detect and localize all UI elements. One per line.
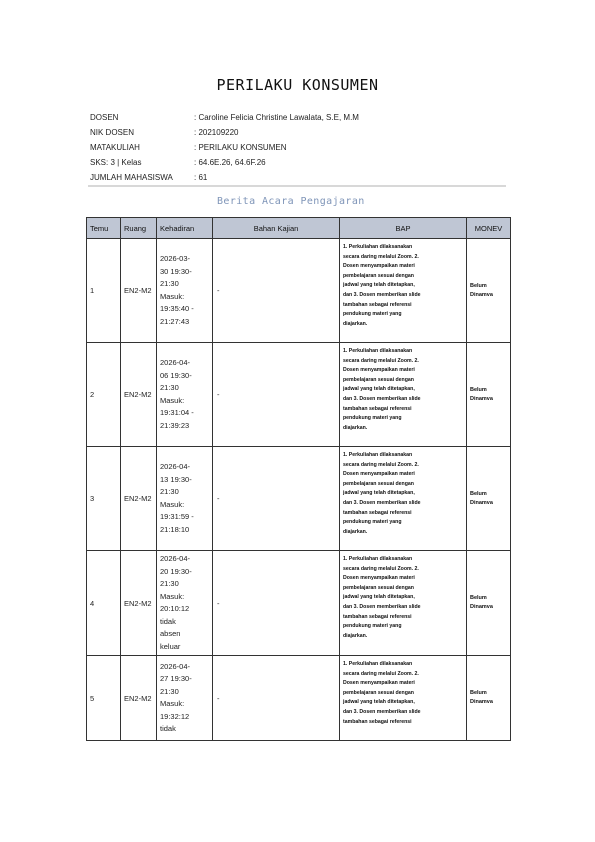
bap-line: tambahan sebagai referensi — [343, 613, 412, 620]
table-row — [87, 343, 511, 447]
kehadiran-line: Masuk: — [160, 591, 185, 601]
bap-line: 1. Perkuliahan dilaksanakan — [343, 556, 413, 562]
bap-line: 1. Perkuliahan dilaksanakan — [343, 661, 413, 667]
header-bahan-kajian: Bahan Kajian — [213, 218, 340, 239]
bap-line: 1. Perkuliahan dilaksanakan — [343, 452, 413, 458]
header-temu: Temu — [87, 218, 121, 239]
bap-line: Dosen menyampaikan materi — [343, 367, 415, 374]
info-key: DOSEN — [90, 113, 119, 122]
bap-line: pendukung materi yang — [343, 415, 402, 422]
kehadiran-line: 13 19:30- — [160, 474, 192, 484]
bap-line: diajarkan. — [343, 424, 368, 431]
bap-line: dan 3. Dosen memberikan slide — [343, 603, 421, 610]
monev-line: Belum — [470, 490, 487, 497]
kehadiran-line: 06 19:30- — [160, 370, 192, 380]
header-monev: MONEV — [467, 218, 511, 239]
info-row — [90, 170, 359, 185]
kehadiran-line: 21:30 — [160, 686, 179, 696]
bap-line: secara daring melalui Zoom. 2. — [343, 253, 419, 260]
bap-line: pembelajaran sesuai dengan — [343, 272, 414, 279]
bap-line: jadwal yang telah ditetapkan, — [343, 386, 415, 393]
cell-bahan-kajian: - — [213, 656, 340, 741]
monev-line: Belum — [470, 386, 487, 393]
kehadiran-line: 30 19:30- — [160, 266, 192, 276]
cell-ruang: EN2-M2 — [121, 343, 157, 447]
info-value: : 61 — [194, 173, 208, 182]
bap-line: 1. Perkuliahan dilaksanakan — [343, 348, 413, 354]
kehadiran-line: Masuk: — [160, 291, 185, 301]
bap-line: Dosen menyampaikan materi — [343, 263, 415, 270]
bap-line: dan 3. Dosen memberikan slide — [343, 499, 421, 506]
cell-kehadiran — [157, 656, 213, 741]
cell-bap — [340, 239, 467, 343]
divider — [88, 185, 506, 187]
cell-temu: 4 — [87, 551, 121, 656]
kehadiran-line: 20:10:12 — [160, 604, 190, 613]
monev-line: Dinamva — [470, 604, 493, 610]
bap-line: pembelajaran sesuai dengan — [343, 689, 414, 696]
bap-line: tambahan sebagai referensi — [343, 301, 412, 308]
bap-line: tambahan sebagai referensi — [343, 405, 412, 412]
cell-kehadiran — [157, 447, 213, 551]
header-kehadiran: Kehadiran — [157, 218, 213, 239]
kehadiran-line: 19:35:40 - — [160, 304, 194, 313]
monev-line: Dinamva — [470, 395, 493, 402]
cell-monev — [467, 239, 511, 343]
cell-temu: 1 — [87, 239, 121, 343]
cell-ruang: EN2-M2 — [121, 239, 157, 343]
kehadiran-line: 19:32:12 — [160, 711, 190, 721]
kehadiran-line: tidak — [160, 616, 176, 626]
bap-line: dan 3. Dosen memberikan slide — [343, 708, 421, 715]
header-bap: BAP — [340, 218, 467, 239]
kehadiran-line: 20 19:30- — [160, 566, 192, 576]
bap-line: pendukung materi yang — [343, 623, 402, 630]
kehadiran-line: 21:39:23 — [160, 420, 190, 430]
cell-bahan-kajian: - — [213, 551, 340, 656]
kehadiran-line: 21:27:43 — [160, 316, 190, 326]
cell-ruang: EN2-M2 — [121, 447, 157, 551]
cell-bap — [340, 343, 467, 447]
kehadiran-line: 19:31:04 - — [160, 408, 194, 417]
cell-bahan-kajian: - — [213, 343, 340, 447]
cell-monev — [467, 343, 511, 447]
cell-temu: 3 — [87, 447, 121, 551]
kehadiran-line: 2026-04- — [160, 358, 191, 367]
bap-line: diajarkan. — [343, 528, 368, 535]
bap-line: dan 3. Dosen memberikan slide — [343, 291, 421, 298]
kehadiran-line: 21:30 — [160, 579, 179, 588]
teaching-record-table — [86, 217, 511, 741]
bap-line: diajarkan. — [343, 320, 368, 327]
kehadiran-line: Masuk: — [160, 499, 185, 509]
info-row — [90, 155, 359, 170]
info-row — [90, 125, 359, 140]
cell-bahan-kajian: - — [213, 239, 340, 343]
cell-bap — [340, 551, 467, 656]
info-row — [90, 140, 359, 155]
table-row — [87, 656, 511, 741]
bap-line: jadwal yang telah ditetapkan, — [343, 282, 415, 289]
cell-kehadiran — [157, 551, 213, 656]
bap-line: jadwal yang telah ditetapkan, — [343, 490, 415, 497]
cell-monev — [467, 656, 511, 741]
cell-temu: 2 — [87, 343, 121, 447]
bap-line: pembelajaran sesuai dengan — [343, 376, 414, 383]
bap-line: jadwal yang telah ditetapkan, — [343, 594, 415, 601]
kehadiran-line: 21:30 — [160, 279, 179, 288]
bap-line: secara daring melalui Zoom. 2. — [343, 565, 419, 572]
course-info — [90, 110, 359, 185]
info-row — [90, 110, 359, 125]
cell-temu: 5 — [87, 656, 121, 741]
bap-line: tambahan sebagai referensi — [343, 718, 412, 725]
cell-ruang: EN2-M2 — [121, 656, 157, 741]
cell-ruang: EN2-M2 — [121, 551, 157, 656]
cell-bap — [340, 656, 467, 741]
bap-line: pembelajaran sesuai dengan — [343, 480, 414, 487]
section-title: Berita Acara Pengajaran — [217, 196, 365, 207]
info-value: : 202109220 — [194, 128, 239, 137]
kehadiran-line: 21:30 — [160, 487, 179, 496]
kehadiran-line: 27 19:30- — [160, 674, 192, 683]
monev-line: Belum — [470, 595, 487, 601]
bap-line: secara daring melalui Zoom. 2. — [343, 461, 419, 468]
monev-line: Dinamva — [470, 499, 493, 506]
info-key: JUMLAH MAHASISWA — [90, 173, 173, 182]
table-row — [87, 239, 511, 343]
header-ruang: Ruang — [121, 218, 157, 239]
info-key: MATAKULIAH — [90, 143, 140, 152]
cell-monev — [467, 551, 511, 656]
kehadiran-line: 21:30 — [160, 383, 179, 392]
info-value: : 64.6E.26, 64.6F.26 — [194, 158, 266, 167]
bap-line: jadwal yang telah ditetapkan, — [343, 699, 415, 706]
bap-line: Dosen menyampaikan materi — [343, 680, 415, 687]
table-row — [87, 551, 511, 656]
cell-bap — [340, 447, 467, 551]
cell-kehadiran — [157, 343, 213, 447]
monev-line: Dinamva — [470, 699, 493, 705]
monev-line: Belum — [470, 690, 487, 696]
cell-monev — [467, 447, 511, 551]
bap-line: secara daring melalui Zoom. 2. — [343, 670, 419, 677]
cell-bahan-kajian: - — [213, 447, 340, 551]
monev-line: Dinamva — [470, 291, 493, 298]
info-key: SKS: 3 | Kelas — [90, 158, 142, 167]
info-key: NIK DOSEN — [90, 128, 135, 137]
kehadiran-line: 2026-04- — [160, 462, 191, 471]
page-title: PERILAKU KONSUMEN — [216, 76, 379, 94]
kehadiran-line: Masuk: — [160, 395, 185, 405]
bap-line: dan 3. Dosen memberikan slide — [343, 395, 421, 402]
bap-line: 1. Perkuliahan dilaksanakan — [343, 244, 413, 250]
bap-line: diajarkan. — [343, 632, 368, 639]
kehadiran-line: 21:18:10 — [160, 524, 190, 534]
table-row — [87, 447, 511, 551]
bap-line: pendukung materi yang — [343, 311, 402, 318]
bap-line: tambahan sebagai referensi — [343, 509, 412, 516]
info-value: : PERILAKU KONSUMEN — [194, 143, 287, 152]
cell-kehadiran — [157, 239, 213, 343]
bap-line: Dosen menyampaikan materi — [343, 471, 415, 478]
bap-line: pendukung materi yang — [343, 519, 402, 526]
kehadiran-line: 2026-04- — [160, 554, 191, 563]
bap-line: secara daring melalui Zoom. 2. — [343, 357, 419, 364]
kehadiran-line: 19:31:59 - — [160, 512, 194, 521]
bap-line: Dosen menyampaikan materi — [343, 575, 415, 582]
info-value: : Caroline Felicia Christine Lawalata, S.E, M.M — [194, 113, 359, 122]
kehadiran-line: Masuk: — [160, 699, 185, 708]
kehadiran-line: absen — [160, 629, 181, 638]
monev-line: Belum — [470, 282, 487, 289]
table-header-row — [87, 218, 511, 239]
bap-line: pembelajaran sesuai dengan — [343, 584, 414, 591]
kehadiran-line: keluar — [160, 641, 181, 651]
kehadiran-line: 2026-03- — [160, 254, 191, 263]
kehadiran-line: 2026-04- — [160, 661, 191, 671]
kehadiran-line: tidak — [160, 724, 176, 733]
